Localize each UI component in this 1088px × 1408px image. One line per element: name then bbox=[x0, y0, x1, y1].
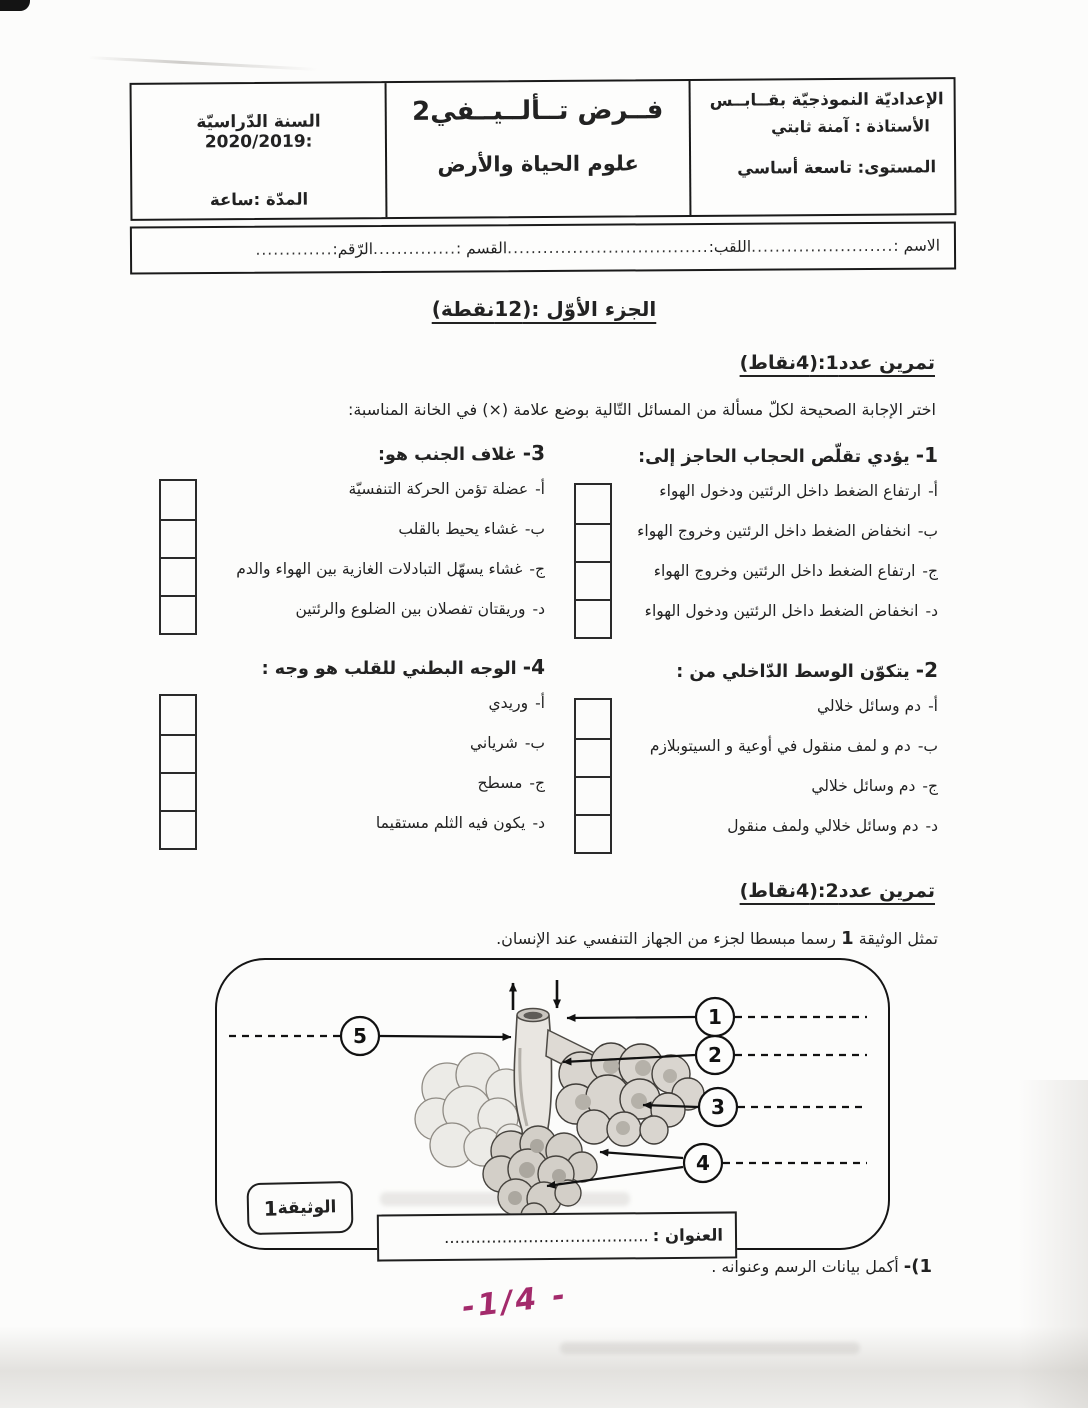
number-field[interactable]: ............. bbox=[255, 240, 333, 259]
pointer-line-1 bbox=[567, 1017, 695, 1018]
name-label: الاسم : bbox=[893, 236, 941, 255]
teacher-name: الأستاذة : آمنة ثابتي bbox=[770, 116, 930, 137]
pointer-line-4a bbox=[600, 1152, 683, 1158]
checkbox-q1-a[interactable] bbox=[576, 485, 610, 523]
checkbox-q4-d[interactable] bbox=[161, 810, 195, 848]
question-3-option-a: أ-عضلة تؤمن الحركة التنفسيّة bbox=[348, 480, 545, 498]
label-number-2: 2 bbox=[708, 1043, 722, 1067]
question-1-option-b: ب-انخفاض الضغط داخل الرئتين وخروج الهواء bbox=[637, 522, 938, 540]
scan-streak-artifact bbox=[88, 56, 318, 71]
question-4-option-d: د-يكون فيه الثلم مستقيما bbox=[375, 814, 545, 832]
checkbox-q4-b[interactable] bbox=[161, 734, 195, 772]
checkbox-q1-d[interactable] bbox=[576, 599, 610, 637]
year-duration-cell bbox=[132, 83, 386, 219]
question-4-option-a: أ-وريدي bbox=[488, 694, 545, 712]
checkbox-q4-c[interactable] bbox=[161, 772, 195, 810]
exam-subject: علوم الحياة والأرض bbox=[437, 151, 639, 177]
school-name: الإعداديّة النموذجيّة بقــابــس bbox=[709, 89, 944, 110]
exam-header-table bbox=[130, 77, 957, 221]
label-number-3: 3 bbox=[711, 1095, 725, 1119]
checkbox-q1-b[interactable] bbox=[576, 523, 610, 561]
number-label: الرّقم: bbox=[332, 240, 374, 259]
question-4-option-b: ب-شرياني bbox=[470, 734, 545, 752]
exercise2-heading: تمرين عدد2:(4نقاط) bbox=[739, 880, 935, 902]
question-3-text: 3- غلاف الجنب هو: bbox=[377, 441, 545, 465]
exam-title: فــرض تــألــيــفي2 bbox=[411, 95, 664, 127]
checkbox-q2-d[interactable] bbox=[576, 814, 610, 852]
checkbox-q2-a[interactable] bbox=[576, 700, 610, 738]
question-2-text: 2- يتكوّن الوسط الدّاخلي من : bbox=[676, 658, 938, 682]
scan-bleedthrough-smudge bbox=[560, 1342, 860, 1354]
exercise1-instruction: اختر الإجابة الصحيحة لكلّ مسألة من المسائل التّالية بوضع علامة (×) في الخانة المناسبة: bbox=[347, 400, 936, 419]
question-1 bbox=[637, 443, 938, 631]
checkbox-q4-a[interactable] bbox=[161, 696, 195, 734]
surname-field[interactable]: .................................. bbox=[507, 237, 709, 258]
exam-title-cell bbox=[385, 81, 689, 217]
checkbox-q2-b[interactable] bbox=[576, 738, 610, 776]
exercise1-heading: تمرين عدد1:(4نقاط) bbox=[739, 352, 935, 374]
question-2-option-c: ج-دم وسائل خلالي bbox=[811, 777, 938, 795]
question-3-checkbox-column bbox=[159, 479, 197, 635]
label-number-5: 5 bbox=[353, 1024, 367, 1048]
figure-title-field[interactable]: ....................................... bbox=[444, 1226, 649, 1247]
handwritten-page-number: -1/4 - bbox=[460, 1277, 570, 1326]
scan-bottom-shadow bbox=[0, 1326, 1088, 1408]
exam-duration: المدّة :ساعة bbox=[209, 189, 309, 210]
question-4-option-c: ج-مسطح bbox=[477, 774, 545, 792]
student-identity-row bbox=[130, 221, 956, 274]
exercise2-intro: تمثل الوثيقة 1 رسما مبسطا لجزء من الجهاز التنفسي عند الإنسان. bbox=[496, 928, 938, 949]
figure-label-box: الوثيقة 1 bbox=[246, 1181, 353, 1235]
figure-title-box bbox=[377, 1211, 737, 1261]
scan-corner-artifact bbox=[0, 0, 30, 11]
surname-label: اللقب: bbox=[708, 237, 752, 256]
label-number-4: 4 bbox=[696, 1151, 710, 1175]
school-info-cell bbox=[688, 79, 954, 215]
question-3 bbox=[236, 441, 545, 629]
question-1-option-d: د-انخفاض الضغط داخل الرئتين ودخول الهواء bbox=[644, 602, 938, 620]
grade-level: المستوى: تاسعة أساسي bbox=[737, 157, 937, 178]
pointer-line-5 bbox=[380, 1036, 511, 1037]
question-2-option-a: أ-دم وسائل خلالي bbox=[817, 697, 938, 715]
question-4-text: 4- الوجه البطني للقلب هو وجه : bbox=[261, 655, 545, 679]
question-1-checkbox-column bbox=[574, 483, 612, 639]
checkbox-q2-c[interactable] bbox=[576, 776, 610, 814]
checkbox-q3-c[interactable] bbox=[161, 557, 195, 595]
question-1-text: 1- يؤدي تقلّص الحجاب الحاجز إلى: bbox=[638, 443, 938, 467]
question-2-checkbox-column bbox=[574, 698, 612, 854]
name-field[interactable]: ........................ bbox=[751, 236, 894, 256]
checkbox-q3-d[interactable] bbox=[161, 595, 195, 633]
part1-title: الجزء الأوّل :(12نقطة) bbox=[431, 297, 657, 321]
question-2 bbox=[650, 658, 938, 846]
question-3-option-b: ب-غشاء يحيط بالقلب bbox=[398, 520, 545, 538]
label-number-1: 1 bbox=[708, 1005, 722, 1029]
question-4 bbox=[262, 655, 545, 843]
class-field[interactable]: .............. bbox=[372, 239, 457, 259]
checkbox-q1-c[interactable] bbox=[576, 561, 610, 599]
question-1-option-a: أ-ارتفاع الضغط داخل الرئتين ودخول الهواء bbox=[659, 482, 938, 500]
scan-right-shadow bbox=[1018, 1080, 1088, 1408]
question-2-option-d: د-دم وسائل خلالي ولمف منقول bbox=[727, 817, 938, 835]
checkbox-q3-b[interactable] bbox=[161, 519, 195, 557]
question-1-option-c: ج-ارتفاع الضغط داخل الرئتين وخروج الهواء bbox=[653, 562, 938, 580]
exercise2-question-1: 1)- أكمل بيانات الرسم وعنوانه . bbox=[711, 1256, 932, 1277]
question-4-checkbox-column bbox=[159, 694, 197, 850]
school-year: السنة الدّراسيّة :2020/2019 bbox=[196, 111, 321, 153]
question-2-option-b: ب-دم و لمف منقول في أوعية و السيتوبلازم bbox=[649, 737, 938, 755]
checkbox-q3-a[interactable] bbox=[161, 481, 195, 519]
question-3-option-c: ج-غشاء يسهّل التبادلات الغازية بين الهواء والدم bbox=[236, 560, 545, 578]
question-3-option-d: د-وريقتان تفصلان بين الضلوع والرئتين bbox=[295, 600, 545, 618]
class-label: القسم : bbox=[455, 239, 508, 258]
figure-title-label: العنوان : bbox=[652, 1225, 724, 1246]
